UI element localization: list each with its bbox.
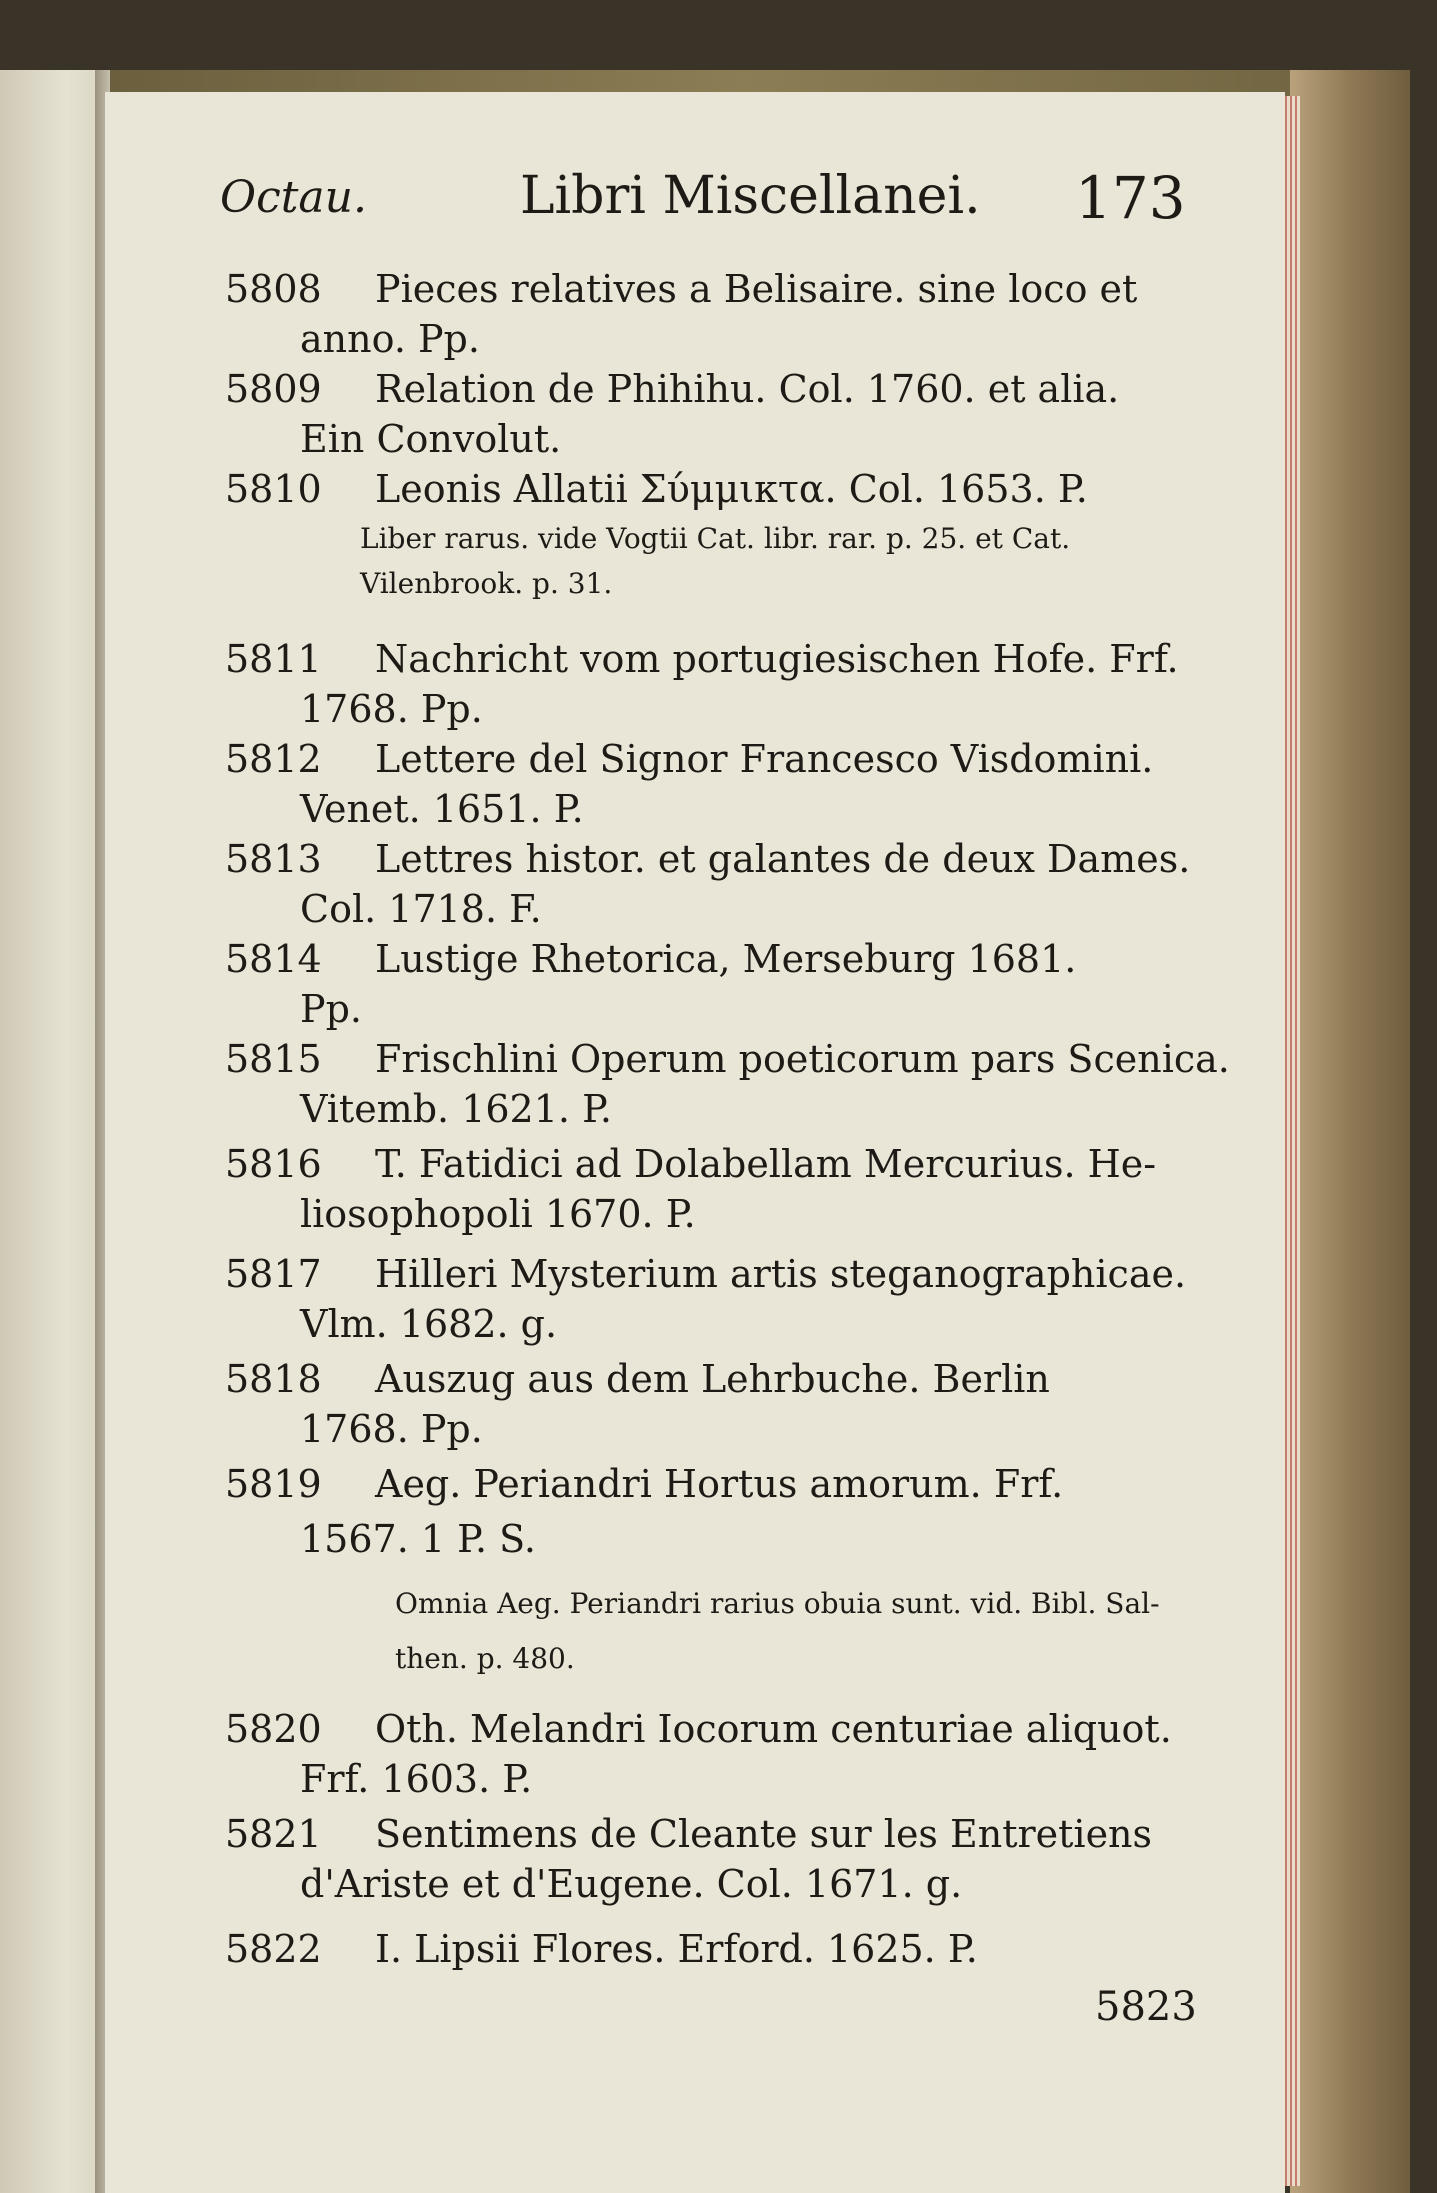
entry-number: 5817: [225, 1252, 322, 1296]
entry-number: 5818: [225, 1357, 322, 1401]
entry-text-cont: 1768. Pp.: [300, 1407, 483, 1451]
header-title: Libri Miscellanei.: [520, 166, 981, 226]
entry-number: 5813: [225, 837, 322, 881]
running-header: [105, 164, 1285, 242]
entry-number: 5821: [225, 1812, 322, 1856]
entry-text-cont: 1567. 1 P. S.: [300, 1517, 536, 1561]
entry-text: Pieces relatives a Belisaire. sine loco et: [375, 267, 1138, 311]
entry-text: I. Lipsii Flores. Erford. 1625. P.: [375, 1927, 978, 1971]
entry-text: T. Fatidici ad Dolabellam Mercurius. He-: [375, 1142, 1157, 1186]
entry-text-cont: Vitemb. 1621. P.: [300, 1087, 613, 1131]
entry-number: 5811: [225, 637, 322, 681]
entry-text-cont: d'Ariste et d'Eugene. Col. 1671. g.: [300, 1862, 963, 1906]
entry-number: 5819: [225, 1462, 322, 1506]
entry-text: Auszug aus dem Lehrbuche. Berlin: [375, 1357, 1050, 1401]
entry-text: Lettere del Signor Francesco Visdomini.: [375, 737, 1154, 781]
entry-text-cont: Pp.: [300, 987, 362, 1031]
entry-text-cont: Ein Convolut.: [300, 417, 562, 461]
note-text-cont: Vilenbrook. p. 31.: [360, 567, 613, 600]
facing-page-edge: [0, 70, 110, 2193]
entry-text-cont: Vlm. 1682. g.: [300, 1302, 558, 1346]
entry-text-cont: Venet. 1651. P.: [300, 787, 584, 831]
entry-text: Leonis Allatii Σύμμικτα. Col. 1653. P.: [375, 467, 1088, 511]
entry-text-cont: Frf. 1603. P.: [300, 1757, 533, 1801]
entry-text-cont: 1768. Pp.: [300, 687, 483, 731]
entry-text: Aeg. Periandri Hortus amorum. Frf.: [375, 1462, 1064, 1506]
entry-text: Lettres histor. et galantes de deux Dames.: [375, 837, 1191, 881]
entry-text-cont: anno. Pp.: [300, 317, 480, 361]
book-cover-right: [1290, 70, 1410, 2193]
entry-text: Lustige Rhetorica, Merseburg 1681.: [375, 937, 1077, 981]
entry-text: Oth. Melandri Iocorum centuriae aliquot.: [375, 1707, 1172, 1751]
header-format: Octau.: [220, 172, 367, 223]
entry-text-cont: liosophopoli 1670. P.: [300, 1192, 696, 1236]
entry-number: 5820: [225, 1707, 322, 1751]
page-number: 173: [1075, 164, 1186, 232]
entry-number: 5814: [225, 937, 322, 981]
catchword: 5823: [1095, 1984, 1197, 2030]
entry-number: 5809: [225, 367, 322, 411]
entry-text-cont: Col. 1718. F.: [300, 887, 542, 931]
note-text: Liber rarus. vide Vogtii Cat. libr. rar. p. 25. et Cat.: [360, 522, 1071, 555]
book-page: [105, 92, 1285, 2193]
entry-text: Frischlini Operum poeticorum pars Scenica.: [375, 1037, 1230, 1081]
note-text-cont: then. p. 480.: [395, 1642, 575, 1675]
entry-number: 5808: [225, 267, 322, 311]
entry-number: 5810: [225, 467, 322, 511]
entry-text: Hilleri Mysterium artis steganographicae.: [375, 1252, 1187, 1296]
entry-text: Nachricht vom portugiesischen Hofe. Frf.: [375, 637, 1179, 681]
note-text: Omnia Aeg. Periandri rarius obuia sunt. vid. Bibl. Sal-: [395, 1587, 1160, 1620]
entry-number: 5816: [225, 1142, 322, 1186]
entry-number: 5815: [225, 1037, 322, 1081]
entry-number: 5812: [225, 737, 322, 781]
entry-text: Relation de Phihihu. Col. 1760. et alia.: [375, 367, 1120, 411]
entry-number: 5822: [225, 1927, 322, 1971]
entry-text: Sentimens de Cleante sur les Entretiens: [375, 1812, 1153, 1856]
